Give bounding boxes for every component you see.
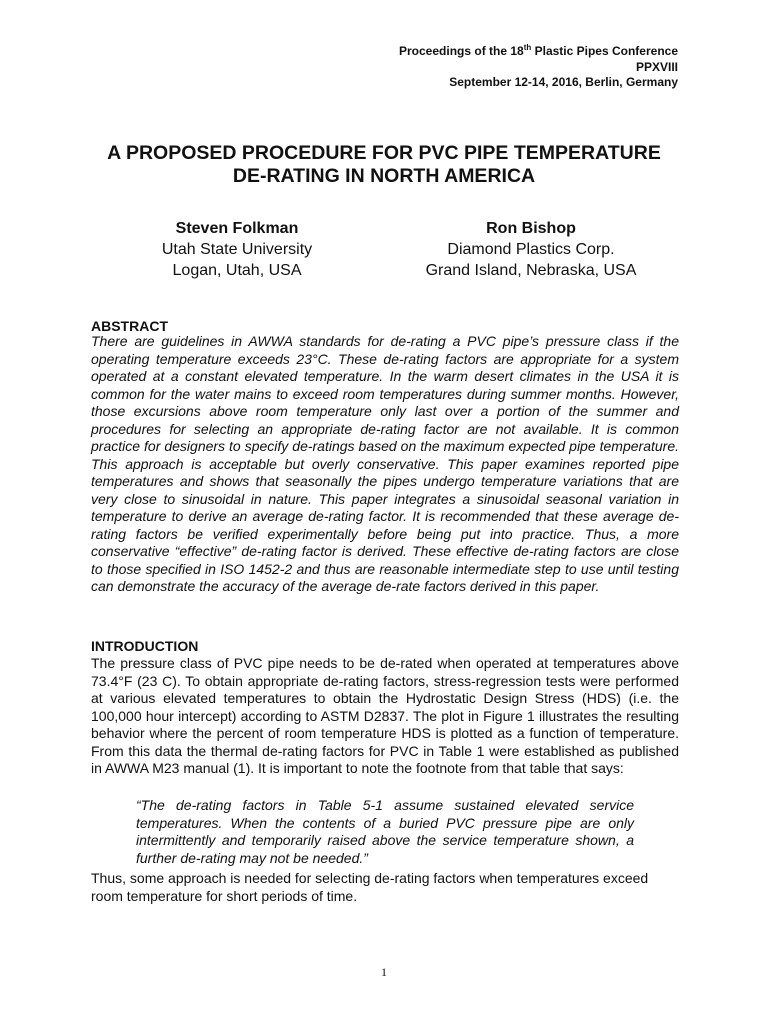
introduction-closing-text: Thus, some approach is needed for selecting de-rating factors when temperatures exceed room temperature for short periods of time. bbox=[91, 870, 649, 904]
author-location: Grand Island, Nebraska, USA bbox=[425, 262, 637, 279]
title-line-1: A PROPOSED PROCEDURE FOR PVC PIPE TEMPERATURE bbox=[107, 142, 661, 164]
author-affiliation: Diamond Plastics Corp. bbox=[447, 241, 615, 258]
footnote-quote: “The de-rating factors in Table 5-1 assume sustained elevated service temperatures. When the contents of a buried PVC pressure pipe are only intermittently and temporarily raised above the service temperature shown, a further de-rating may not be needed.” bbox=[136, 797, 634, 866]
introduction-text: The pressure class of PVC pipe needs to be de-rated when operated at temperatures above 73.4°F (23 C). To obtain appropriate de-rating factors, stress-regression tests were performed at various elevated temperatures to obtain the Hydrostatic Design Stress (HDS) (i.e. the 100,000 hour intercept) according to ASTM D2837. The plot in Figure 1 illustrates the resulting behavior where the percent of room temperature HDS is plotted as a function of temperature. From this data the thermal de-rating factors for PVC in Table 1 were established as published in AWWA M23 manual (1). It is important to note the footnote from that table that says: bbox=[91, 655, 679, 776]
author-affiliation: Utah State University bbox=[161, 241, 313, 258]
title-line-2: DE-RATING IN NORTH AMERICA bbox=[232, 165, 536, 187]
conference-name: Proceedings of the 18th Plastic Pipes Conference bbox=[399, 43, 678, 58]
author-location: Logan, Utah, USA bbox=[172, 262, 302, 279]
author-block-2 bbox=[400, 218, 662, 281]
abstract-text: There are guidelines in AWWA standards for de-rating a PVC pipe’s pressure class if the operating temperature exceeds 23°C. These de-rating factors are appropriate for a system operated at a constant elevated temperature. In the warm desert climates in the USA it is common for the water mains to exceed room temperatures during summer months. However, those excursions above room temperature only last over a portion of the summer and procedures for selecting an appropriate de-rating factor are not available. It is common practice for designers to specify de-ratings based on the maximum expected pipe temperature. This approach is acceptable but overly conservative. This paper examines reported pipe temperatures and shows that seasonally the pipes undergo temperature variations that are very close to sinusoidal in nature. This paper integrates a sinusoidal seasonal variation in temperature to derive an average de-rating factor. It is recommended that these average de-rating factors be verified experimentally before being put into practice. Thus, a more conservative “effective” de-rating factor is derived. These effective de-rating factors are close to those specified in ISO 1452-2 and thus are reasonable intermediate step to use until testing can demonstrate the accuracy of the average de-rate factors derived in this paper. bbox=[91, 333, 679, 594]
author-name: Ron Bishop bbox=[486, 220, 576, 237]
paper-title bbox=[60, 142, 708, 188]
introduction-heading: INTRODUCTION bbox=[91, 638, 199, 654]
conference-code: PPXVIII bbox=[635, 59, 678, 74]
page-number: 1 bbox=[381, 965, 387, 979]
author-block-1 bbox=[117, 218, 357, 281]
conference-date-location: September 12-14, 2016, Berlin, Germany bbox=[449, 75, 678, 89]
conference-header bbox=[399, 44, 678, 91]
author-name: Steven Folkman bbox=[175, 220, 299, 237]
abstract-heading: ABSTRACT bbox=[91, 318, 168, 334]
